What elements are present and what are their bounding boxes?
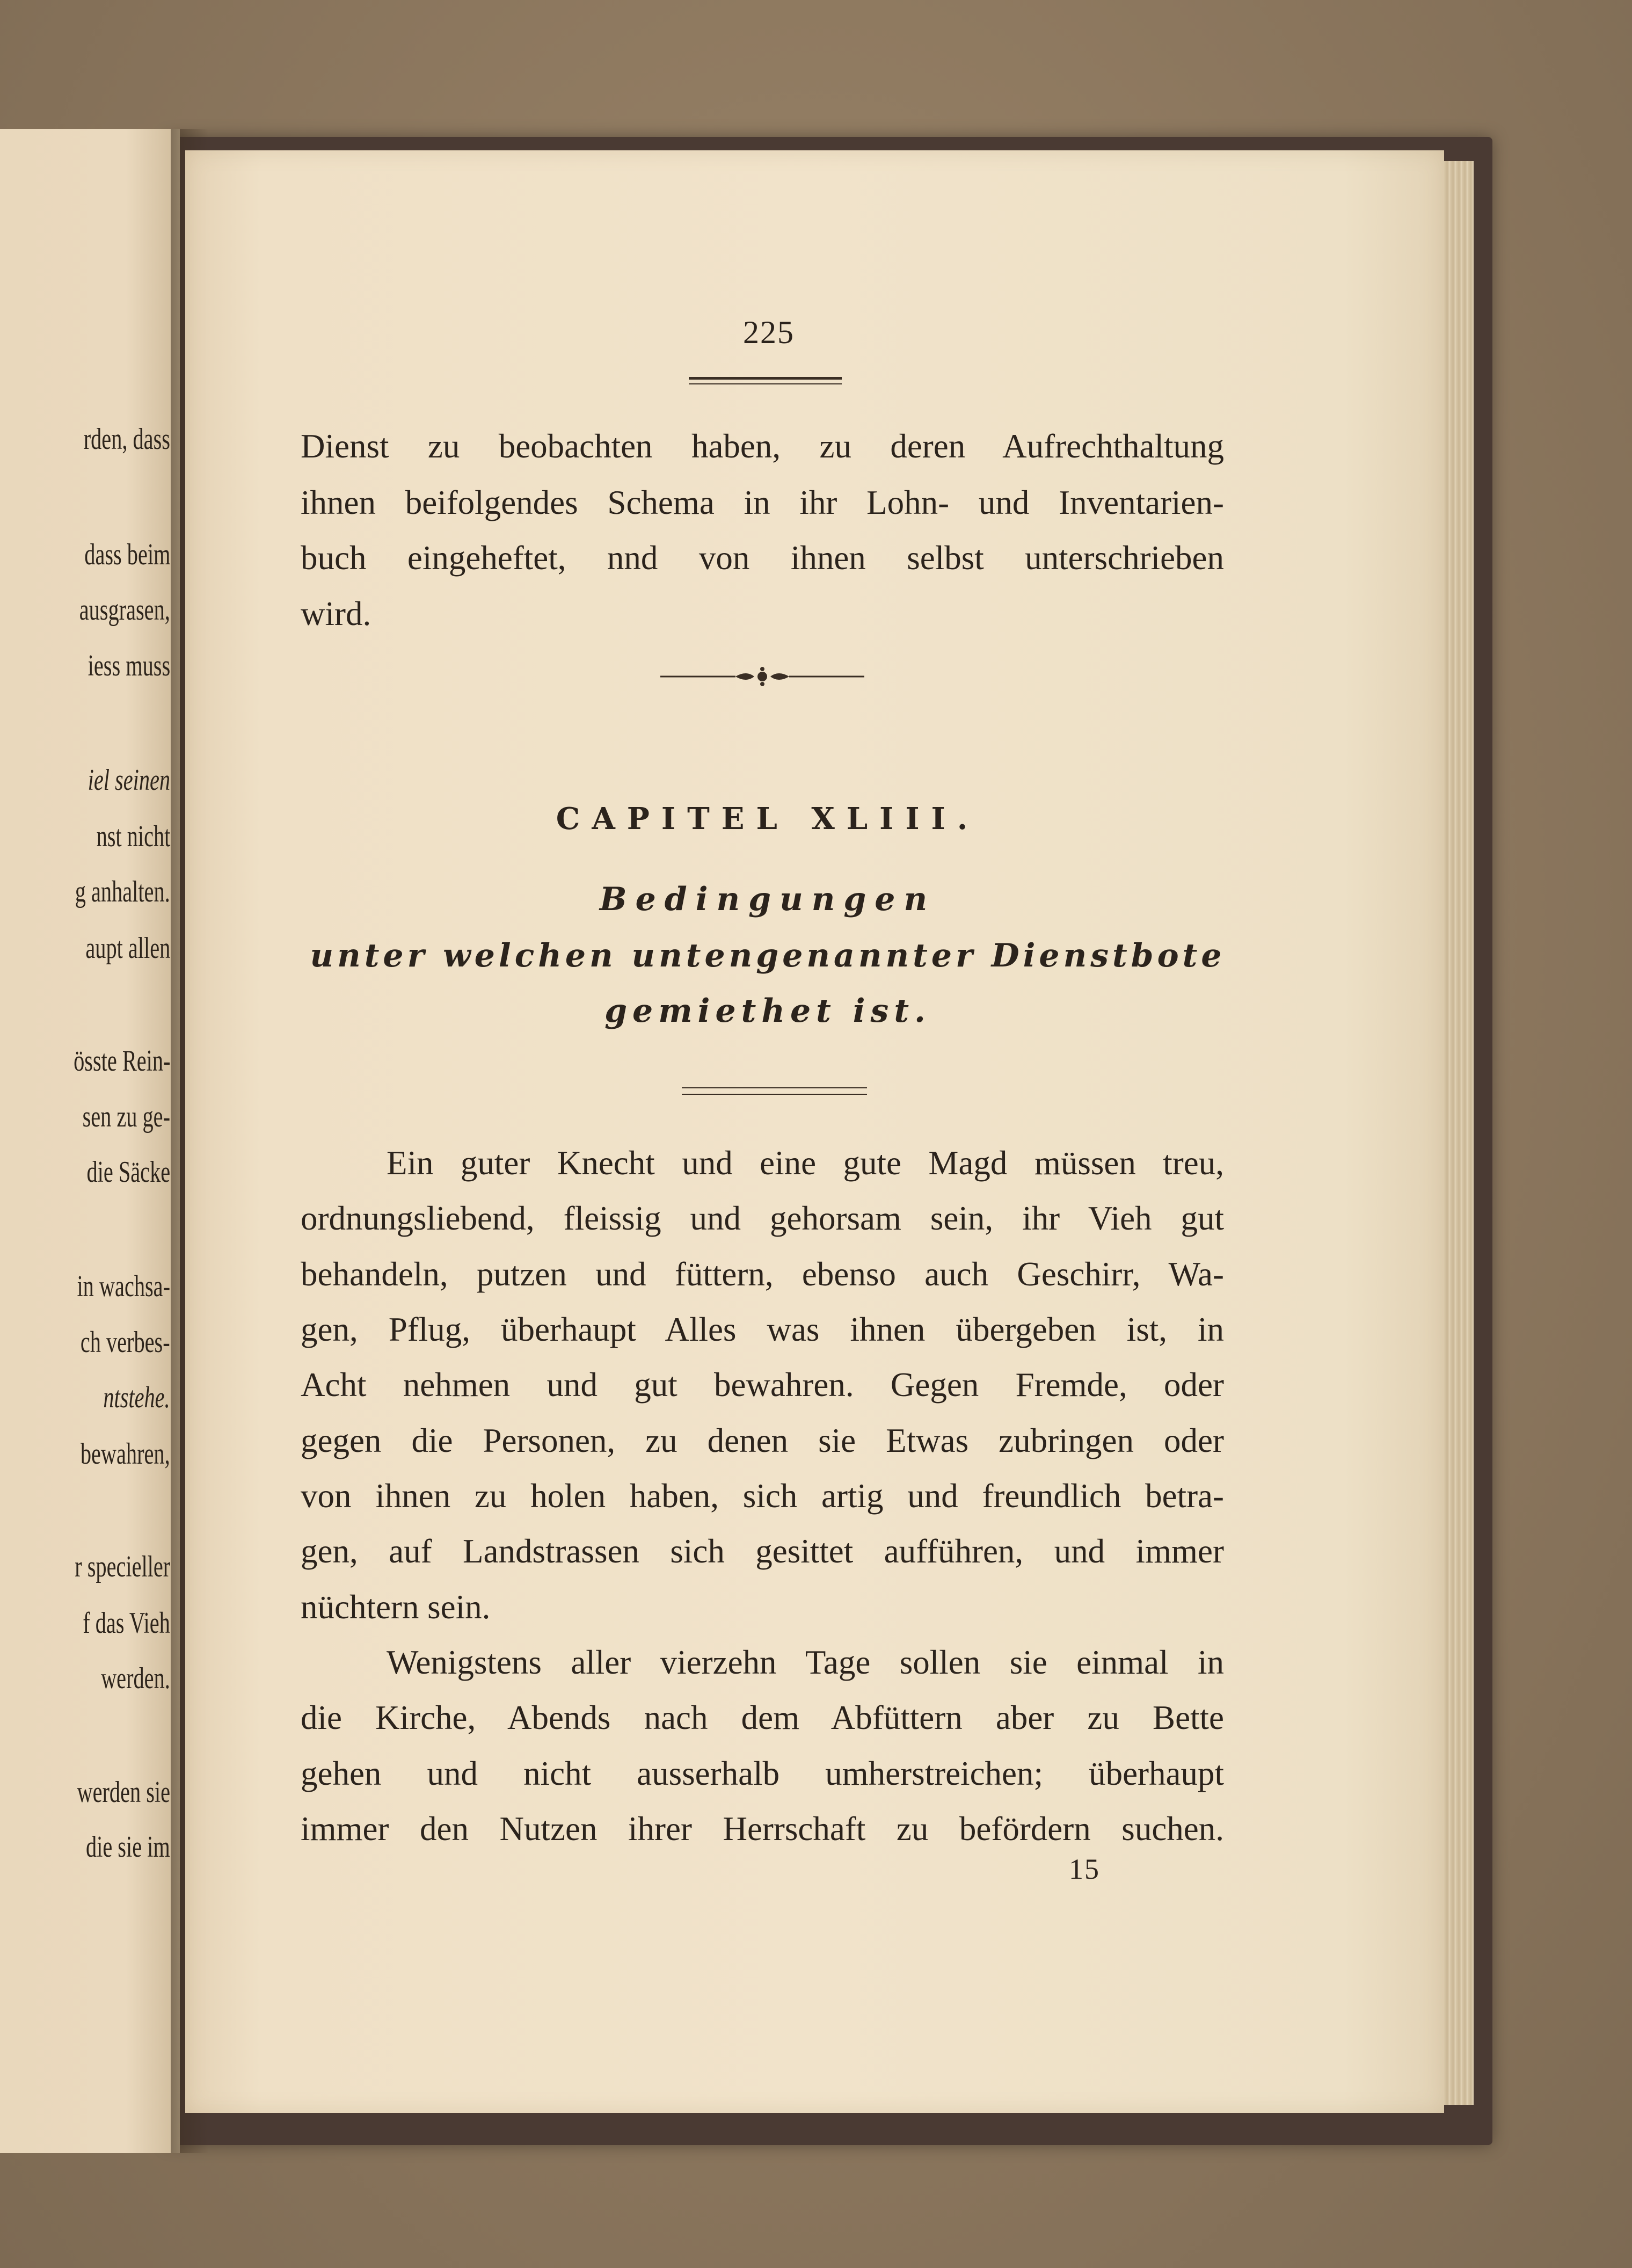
left-page-line: in wachsa- [77,1270,170,1303]
chapter-title-line: unter welchen untengenannter Dienstbote [310,937,1226,975]
body-line: gen, auf Landstrassen sich gesittet aufführen, und immer [301,1532,1224,1570]
body-line: Wenigstens aller vierzehn Tage sollen sie einmal in [387,1644,1224,1681]
body-line: Ein guter Knecht und eine gute Magd müssen treu, [387,1144,1224,1182]
body-line: nüchtern sein. [301,1588,491,1626]
chapter-heading: CAPITEL XLIII. [556,801,980,837]
page-number-rule-thin [689,383,842,384]
left-page-line: ntstehe. [103,1381,170,1414]
left-page-line: werden sie [77,1776,170,1809]
left-page-line: werden. [101,1662,170,1695]
body-line: gen, Pflug, überhaupt Alles was ihnen übergeben ist, in [301,1311,1224,1348]
body-line: behandeln, putzen und füttern, ebenso auch Geschirr, Wa- [301,1255,1224,1293]
body-line: gehen und nicht ausserhalb umherstreichen; überhaupt [301,1755,1224,1792]
chapter-title-line: gemiethet ist. [604,992,931,1030]
left-page-line: dass beim [84,538,170,571]
title-rule [682,1087,867,1088]
left-page-line: ausgrasen, [79,593,170,627]
ornament-divider [660,666,864,687]
left-page-line: die Säcke [86,1155,170,1189]
left-page-line: iess muss [88,649,170,682]
left-page-line: aupt allen [85,932,170,965]
signature-mark: 15 [1069,1853,1100,1885]
intro-line: wird. [301,595,371,633]
body-line: die Kirche, Abends nach dem Abfüttern aber zu Bette [301,1699,1224,1736]
page-number-rule [689,377,842,380]
left-page-line: rden, dass [83,423,170,456]
page-number: 225 [743,315,795,350]
page-edges [1444,161,1474,2105]
left-page-line: g anhalten. [75,875,170,908]
left-facing-page [0,129,180,2153]
body-line: ordnungsliebend, fleissig und gehorsam sein, ihr Vieh gut [301,1200,1224,1237]
left-page-line: iel seinen [88,764,170,797]
body-line: von ihnen zu holen haben, sich artig und freundlich betra- [301,1477,1224,1515]
left-page-line: össte Rein- [73,1044,170,1078]
left-page-line: bewahren, [81,1437,170,1471]
intro-line: ihnen beifolgendes Schema in ihr Lohn- und Inventarien- [301,484,1224,521]
title-rule-lower [682,1094,867,1095]
intro-line: buch eingeheftet, nnd von ihnen selbst unterschrieben [301,539,1224,577]
left-page-line: ch verbes- [81,1326,170,1359]
body-line: gegen die Personen, zu denen sie Etwas zubringen oder [301,1422,1224,1459]
left-page-line: sen zu ge- [82,1100,170,1133]
left-page-line: r specieller [75,1550,170,1583]
body-line: immer den Nutzen ihrer Herrschaft zu befördern suchen. [301,1810,1224,1848]
left-page-line: nst nicht [96,820,170,853]
left-page-line: f das Vieh [83,1607,170,1640]
body-line: Acht nehmen und gut bewahren. Gegen Fremde, oder [301,1366,1224,1404]
left-page-line: die sie im [86,1830,170,1864]
intro-line: Dienst zu beobachten haben, zu deren Aufrechthaltung [301,427,1224,465]
chapter-title-line: Bedingungen [599,881,936,918]
